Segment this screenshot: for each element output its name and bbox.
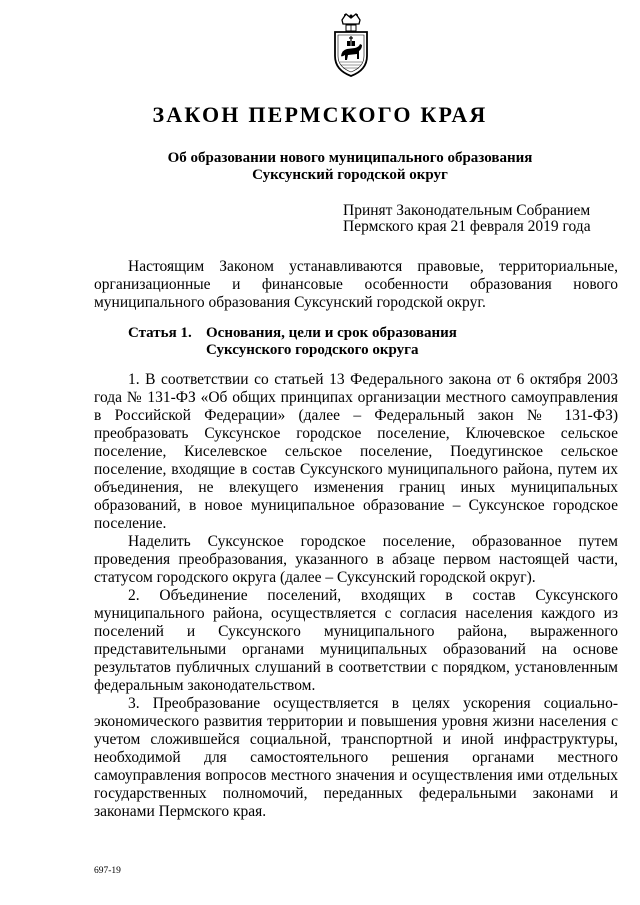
adoption-line-2: Пермского края 21 февраля 2019 года (343, 218, 591, 235)
adoption-note (343, 203, 591, 235)
coat-of-arms-icon (326, 12, 376, 80)
document-code: 697-19 (94, 866, 121, 876)
article-paragraph: Наделить Суксунское городское поселение, образованное путем проведения преобразования, указанного в абзаце первом настоящей части, статусом городского округа (далее – Суксунский городской округ). (94, 533, 618, 586)
article-paragraph: 2. Объединение поселений, входящих в состав Суксунского муниципального района, осуществляется с согласия населения каждого из поселений и Суксунского муниципального района, выраженного представительными органами муниципальных образований на основе результатов публичных слушаний в соответствии с порядком, установленным федеральным законодательством. (94, 587, 618, 694)
article-heading-line-2: Суксунского городского округа (206, 342, 419, 358)
article-paragraph: 1. В соответствии со статьей 13 Федерального закона от 6 октября 2003 года № 131-ФЗ «Об общих принципах организации местного самоуправления в Российской Федерации» (далее – Федеральный закон № 131-ФЗ) преобразовать Суксунское городское поселение, Ключевское сельское поселение, Киселевское сельское поселение, Поедугинское сельское поселение, входящие в состав Суксунского муниципального района, путем их объединения, не влекущего изменения границ иных муниципальных образований, в новое муниципальное образование – Суксунское городское поселение. (94, 371, 618, 532)
law-title: ЗАКОН ПЕРМСКОГО КРАЯ (152, 102, 488, 127)
article-heading (128, 325, 457, 359)
preamble (94, 258, 618, 312)
adoption-line-1: Принят Законодательным Собранием (343, 202, 591, 219)
article-body (94, 371, 618, 821)
article-number: Статья 1. (128, 325, 192, 341)
article-heading-line-1: Основания, цели и срок образования (206, 325, 457, 341)
preamble-paragraph: Настоящим Законом устанавливаются правовые, территориальные, организационные и финансовые особенности образования нового муниципального образования Суксунский городской округ. (94, 258, 618, 311)
law-subtitle (0, 150, 640, 184)
subtitle-line-2: Суксунский городской округ (252, 167, 448, 183)
subtitle-line-1: Об образовании нового муниципального образования (167, 150, 533, 166)
article-paragraph: 3. Преобразование осуществляется в целях ускорения социально-экономического развития территории и повышения уровня жизни населения с учетом сложившейся социальной, транспортной и иной инфраструктуры, необходимой для самостоятельного решения органами местного самоуправления вопросов местного значения и осуществления ими отдельных государственных полномочий, переданных федеральными законами и законами Пермского края. (94, 695, 618, 820)
